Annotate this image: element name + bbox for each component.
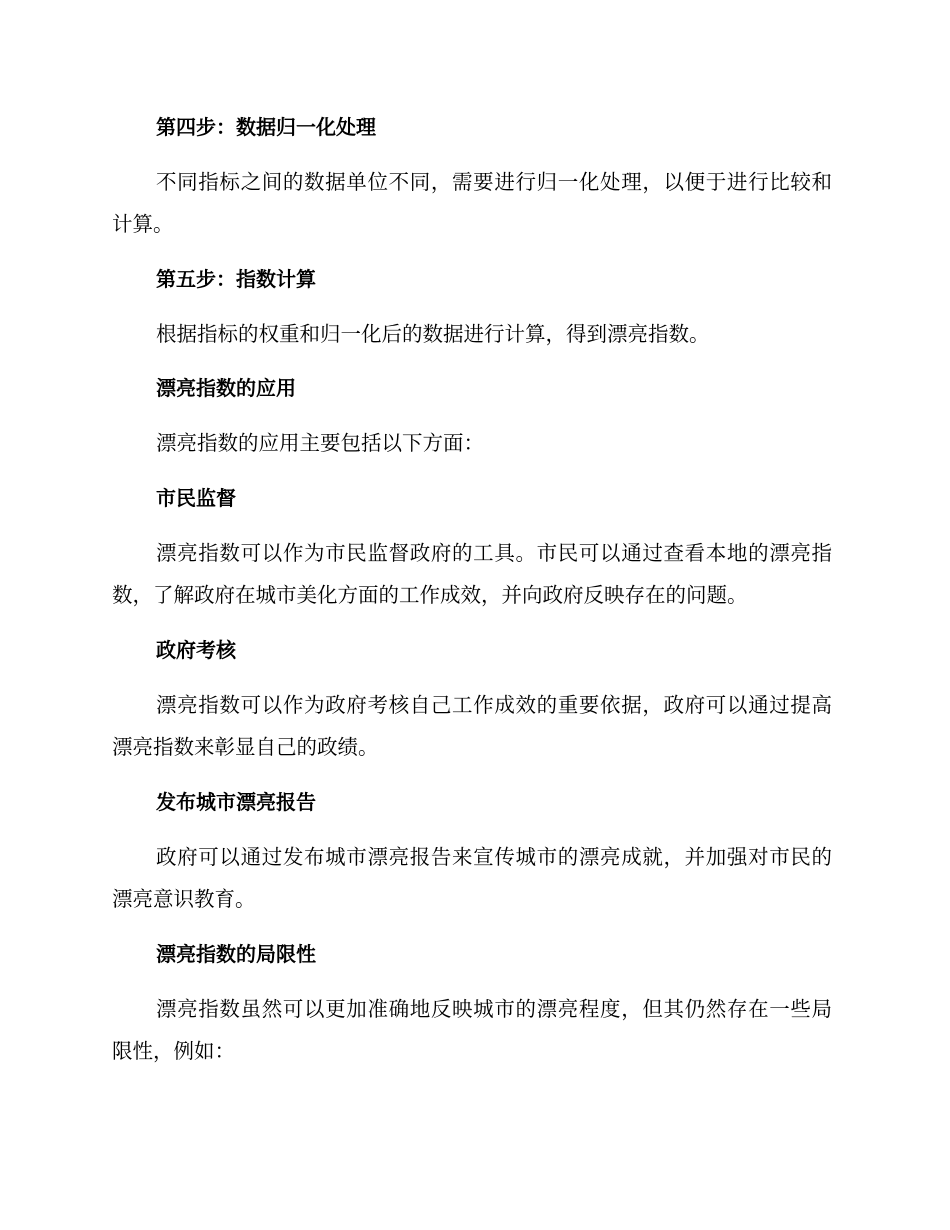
paragraph-citizen-supervision: 漂亮指数可以作为市民监督政府的工具。市民可以通过查看本地的漂亮指数，了解政府在城市美化方面的工作成效，并向政府反映存在的问题。 xyxy=(112,541,832,607)
section-heading-application: 漂亮指数的应用 xyxy=(156,376,296,400)
section-heading-citizen-supervision: 市民监督 xyxy=(156,486,236,510)
paragraph-city-report: 政府可以通过发布城市漂亮报告来宣传城市的漂亮成就，并加强对市民的漂亮意识教育。 xyxy=(112,845,832,911)
section-heading-limitations: 漂亮指数的局限性 xyxy=(156,942,316,966)
section-heading-step4: 第四步：数据归一化处理 xyxy=(156,115,376,139)
paragraph-application: 漂亮指数的应用主要包括以下方面： xyxy=(156,431,484,455)
section-heading-city-report: 发布城市漂亮报告 xyxy=(156,790,316,814)
paragraph-limitations: 漂亮指数虽然可以更加准确地反映城市的漂亮程度，但其仍然存在一些局限性，例如： xyxy=(112,997,832,1063)
section-heading-step5: 第五步：指数计算 xyxy=(156,267,316,291)
paragraph-step4: 不同指标之间的数据单位不同，需要进行归一化处理，以便于进行比较和计算。 xyxy=(112,170,832,236)
section-heading-government-assessment: 政府考核 xyxy=(156,638,236,662)
paragraph-government-assessment: 漂亮指数可以作为政府考核自己工作成效的重要依据，政府可以通过提高漂亮指数来彰显自己的政绩。 xyxy=(112,693,832,759)
paragraph-step5: 根据指标的权重和归一化后的数据进行计算，得到漂亮指数。 xyxy=(156,322,710,346)
